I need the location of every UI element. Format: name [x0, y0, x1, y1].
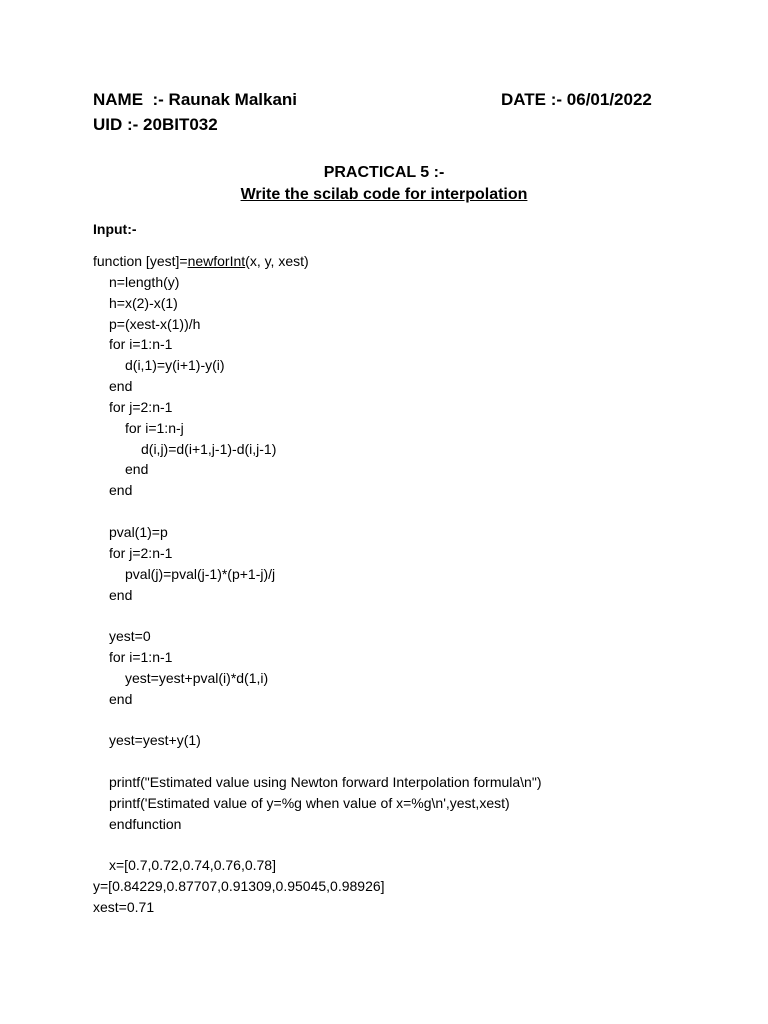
code-line: h=x(2)-x(1) [109, 294, 178, 311]
code-line: printf("Estimated value using Newton forward Interpolation formula\n") [109, 774, 542, 791]
code-line: endfunction [109, 815, 182, 832]
code-function-signature [0, 251, 768, 272]
code-line: yest=yest+y(1) [109, 732, 201, 749]
code-block [0, 251, 768, 918]
code-line: end [125, 461, 149, 478]
code-line: x=[0.7,0.72,0.74,0.76,0.78] [109, 857, 276, 874]
code-line: for i=1:n-1 [109, 649, 173, 666]
code-line: pval(1)=p [109, 523, 168, 540]
code-line: for i=1:n-1 [109, 336, 173, 353]
code-line: for j=2:n-1 [109, 398, 173, 415]
code-line: p=(xest-x(1))/h [109, 315, 201, 332]
code-line: n=length(y) [109, 273, 180, 290]
code-function-suffix: (x, y, xest) [245, 253, 309, 269]
code-line: pval(j)=pval(j-1)*(p+1-j)/j [125, 565, 276, 582]
practical-subtitle-text: Write the scilab code for interpolation [240, 186, 528, 203]
code-line: end [109, 690, 133, 707]
code-line: for i=1:n-j [125, 419, 184, 436]
code-function-name: newforInt [187, 253, 246, 269]
practical-heading: PRACTICAL 5 :- [323, 164, 445, 181]
code-line: d(i,1)=y(i+1)-y(i) [125, 357, 225, 374]
code-line: y=[0.84229,0.87707,0.91309,0.95045,0.98926] [93, 878, 385, 895]
code-line: for j=2:n-1 [109, 544, 173, 561]
document-date: DATE :- 06/01/2022 [501, 90, 652, 109]
code-line: xest=0.71 [93, 899, 155, 916]
code-blank-line [0, 835, 768, 856]
code-line: end [109, 378, 133, 395]
code-blank-line [0, 751, 768, 772]
code-line: yest=0 [109, 628, 151, 645]
code-line: end [109, 586, 133, 603]
code-line: end [109, 482, 133, 499]
code-line: d(i,j)=d(i+1,j-1)-d(i,j-1) [141, 440, 277, 457]
student-name: NAME :- Raunak Malkani [93, 90, 298, 109]
practical-subtitle [0, 184, 768, 206]
code-line: printf('Estimated value of y=%g when value of x=%g\n',yest,xest) [109, 794, 510, 811]
code-blank-line [0, 501, 768, 522]
code-blank-line [0, 605, 768, 626]
code-blank-line [0, 710, 768, 731]
input-label: Input:- [93, 221, 137, 237]
student-uid: UID :- 20BIT032 [93, 115, 218, 134]
code-function-prefix: function [yest]= [93, 253, 188, 269]
code-line: yest=yest+pval(i)*d(1,i) [125, 669, 269, 686]
